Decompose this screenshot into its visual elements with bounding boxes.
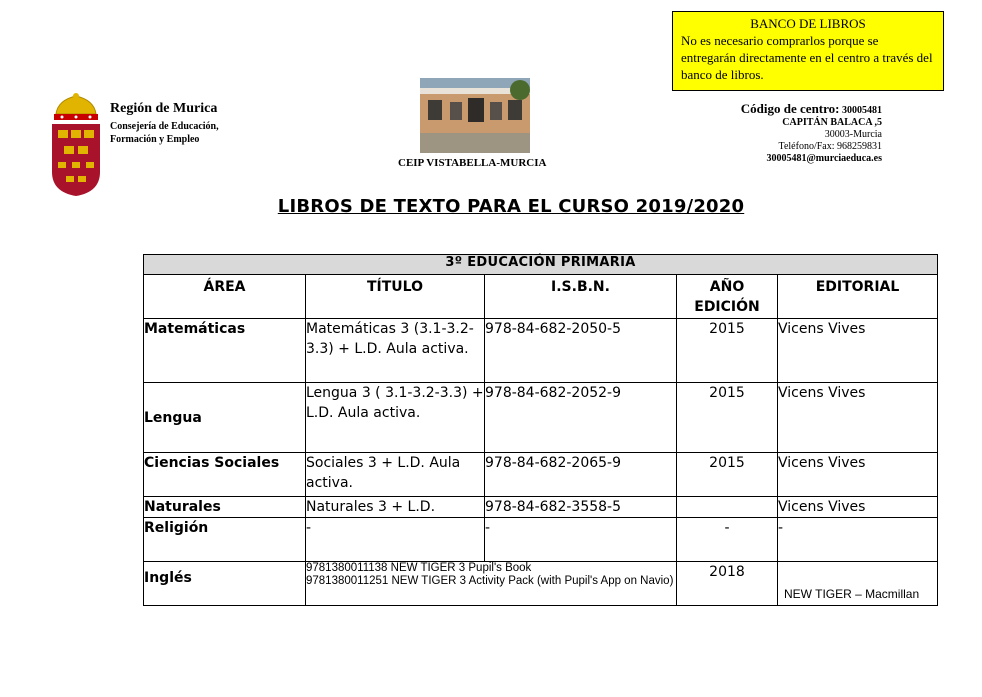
row-isbn: 978-84-682-3558-5 (485, 497, 677, 518)
row-editorial: NEW TIGER – Macmillan (778, 562, 938, 606)
region-name: Región de Murica (110, 101, 218, 116)
banco-de-libros-notice (672, 11, 944, 91)
table-row (144, 319, 938, 383)
row-area: Inglés (144, 562, 306, 606)
school-name: CEIP VISTABELLA-MURCIA (398, 157, 547, 169)
banco-text: No es necesario comprarlos porque se entregarán directamente en el centro a través del banco de libros. (681, 33, 933, 82)
row-anio: 2018 (677, 562, 778, 606)
row-editorial: - (778, 518, 938, 562)
row-area: Naturales (144, 497, 306, 518)
row-titulo: Lengua 3 ( 3.1-3.2-3.3) + L.D. Aula activa. (306, 383, 485, 453)
code-value: 30005481 (842, 105, 882, 116)
row-editorial: Vicens Vives (778, 383, 938, 453)
textbooks-table (143, 254, 938, 606)
row-anio: 2015 (677, 319, 778, 383)
header-editorial: EDITORIAL (778, 275, 938, 319)
code-label: Código de centro: (740, 101, 840, 116)
grade-header: 3º EDUCACIÓN PRIMARIA (144, 255, 938, 275)
header-area: ÁREA (144, 275, 306, 319)
city: 30003-Murcia (824, 129, 882, 140)
row-titulo-isbn (306, 562, 677, 606)
header-isbn: I.S.B.N. (485, 275, 677, 319)
row-titulo: - (306, 518, 485, 562)
row-area: Matemáticas (144, 319, 306, 383)
consejeria-name: Consejería de Educación, Formación y Empleo (110, 121, 219, 145)
row-anio (677, 497, 778, 518)
row-titulo: Naturales 3 + L.D. (306, 497, 485, 518)
row-isbn: 978-84-682-2052-9 (485, 383, 677, 453)
row-editorial: Vicens Vives (778, 319, 938, 383)
header-titulo: TÍTULO (306, 275, 485, 319)
table-row (144, 497, 938, 518)
table-row (144, 383, 938, 453)
ingles-book-1: 9781380011138 NEW TIGER 3 Pupil's Book (306, 562, 532, 574)
region-coat-of-arms (48, 92, 104, 196)
row-titulo: Sociales 3 + L.D. Aula activa. (306, 453, 485, 497)
row-anio: 2015 (677, 453, 778, 497)
row-area: Lengua (144, 383, 306, 453)
page-title-text: LIBROS DE TEXTO PARA EL CURSO 2019/2020 (277, 196, 745, 217)
row-editorial: Vicens Vives (778, 497, 938, 518)
row-area: Ciencias Sociales (144, 453, 306, 497)
row-area: Religión (144, 518, 306, 562)
table-row (144, 562, 938, 606)
email: 30005481@murciaeduca.es (766, 153, 882, 164)
header-anio: AÑO EDICIÓN (677, 275, 778, 319)
page-title (0, 196, 982, 217)
row-editorial: Vicens Vives (778, 453, 938, 497)
table-row (144, 518, 938, 562)
row-isbn: 978-84-682-2050-5 (485, 319, 677, 383)
row-anio: 2015 (677, 383, 778, 453)
row-isbn: 978-84-682-2065-9 (485, 453, 677, 497)
row-isbn: - (485, 518, 677, 562)
ingles-book-2: 9781380011251 NEW TIGER 3 Activity Pack (with Pupil's App on Navio) (306, 575, 674, 587)
address: CAPITÁN BALACA ,5 (782, 117, 882, 128)
school-photo (420, 78, 530, 153)
row-anio: - (677, 518, 778, 562)
table-row (144, 453, 938, 497)
banco-title: BANCO DE LIBROS (750, 16, 866, 31)
phone: Teléfono/Fax: 968259831 (778, 141, 882, 152)
row-titulo: Matemáticas 3 (3.1-3.2-3.3) + L.D. Aula activa. (306, 319, 485, 383)
school-contact (662, 103, 882, 165)
